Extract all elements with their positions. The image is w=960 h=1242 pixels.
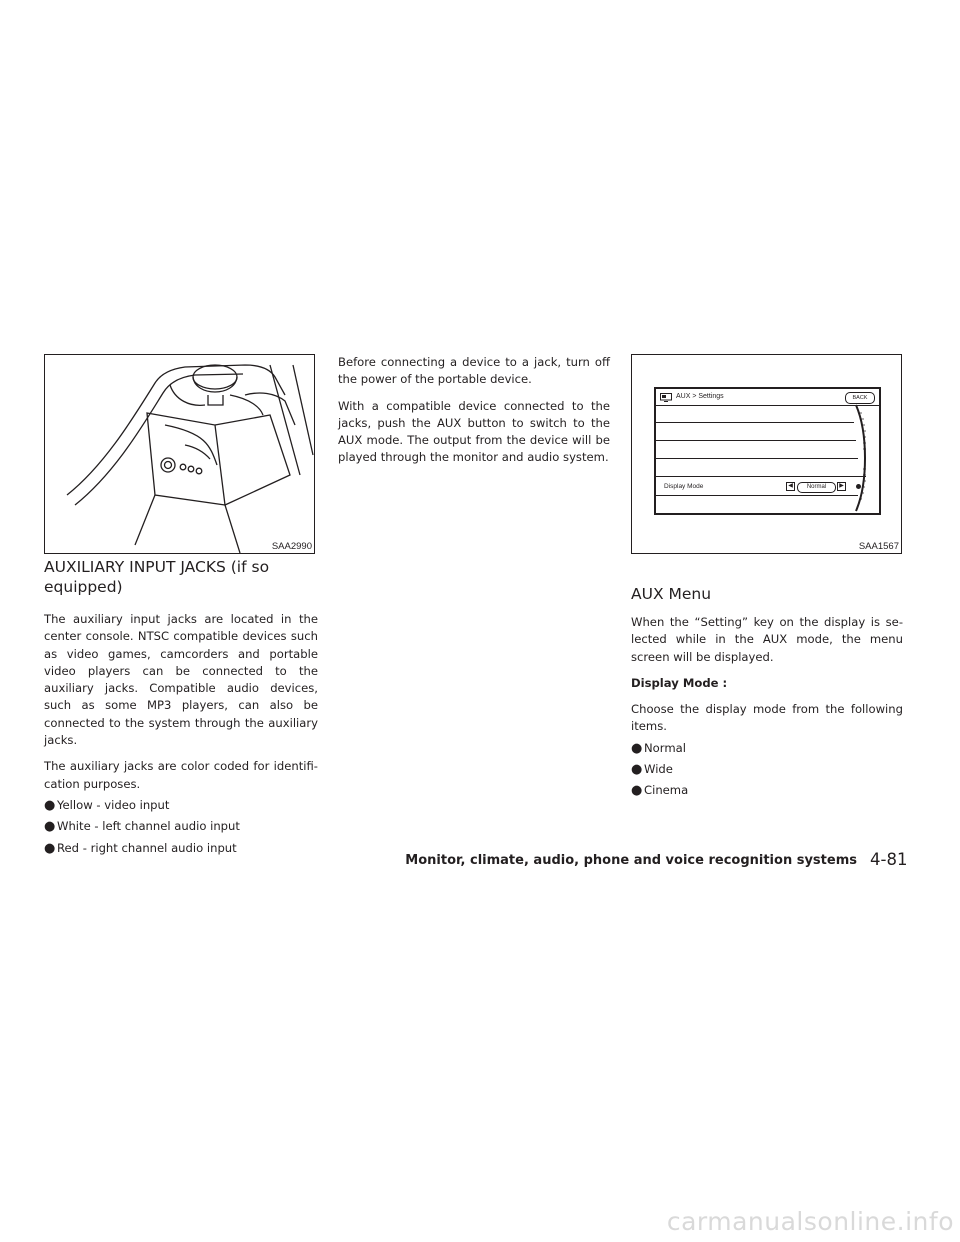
section-heading-aux-jacks: AUXILIARY INPUT JACKS (if so equipped)	[44, 558, 270, 596]
scroll-arc	[846, 403, 876, 513]
bullet-icon: ●	[631, 740, 643, 756]
paragraph: Before connecting a device to a jack, turn off the power of the portable device.	[338, 355, 610, 387]
list-item	[631, 740, 903, 757]
right-arrow-icon: ▶	[839, 483, 844, 489]
divider	[656, 458, 858, 459]
figure-code: SAA1567	[858, 541, 899, 552]
left-arrow-icon: ◀	[788, 483, 793, 489]
subheading-display-mode: Display Mode :	[631, 675, 728, 690]
display-mode-value[interactable]	[797, 482, 836, 493]
paragraph: The auxiliary jacks are color coded for identifi-cation purposes.	[44, 759, 318, 791]
console-figure	[44, 354, 315, 554]
list-item	[44, 840, 318, 857]
list-item	[631, 761, 903, 778]
bullet-icon: ●	[631, 783, 643, 799]
bullet-icon: ●	[44, 797, 56, 813]
paragraph: When the “Setting” key on the display is se-lected while in the AUX mode, the menu screen will be displayed.	[631, 615, 903, 664]
section-heading-aux-menu: AUX Menu	[631, 585, 712, 603]
aux-screen-figure	[631, 354, 902, 554]
bullet-icon: ●	[631, 762, 643, 778]
figure-code: SAA2990	[271, 541, 312, 552]
divider	[656, 495, 858, 496]
divider	[656, 422, 854, 423]
list-item-text: Wide	[644, 762, 673, 777]
screen-title: AUX > Settings	[676, 393, 724, 400]
display-screen	[654, 387, 881, 515]
back-label: BACK	[852, 395, 868, 401]
bullet-icon: ●	[44, 840, 56, 856]
paragraph: The auxiliary input jacks are located in the center console. NTSC compatible devices such as video games, camcorders and portable video players can be connected to the auxiliary jacks. Compatible audio devices, such as some MP3 players, can also be connected to the system through the auxiliary jacks.	[44, 612, 318, 748]
list-item	[631, 782, 903, 799]
console-illustration	[45, 355, 314, 553]
watermark: carmanualsonline.info	[666, 1207, 954, 1236]
next-arrow-button[interactable]	[837, 482, 846, 491]
prev-arrow-button[interactable]	[786, 482, 795, 491]
list-item-text: Yellow - video input	[57, 797, 170, 812]
list-item-text: Cinema	[644, 783, 689, 798]
display-mode-value-text: Normal	[806, 484, 827, 490]
list-item	[44, 797, 318, 814]
page-number: 4-81	[870, 850, 908, 869]
paragraph: With a compatible device connected to the jacks, push the AUX button to switch to the AUX mode. The output from the device will be played through the monitor and audio system.	[338, 398, 610, 465]
divider	[656, 440, 856, 441]
paragraph: Choose the display mode from the following items.	[631, 702, 903, 734]
monitor-icon	[660, 393, 672, 402]
list-item	[44, 818, 318, 835]
footer-section-title: Monitor, climate, audio, phone and voice recognition systems	[405, 853, 857, 868]
middle-column	[338, 354, 610, 467]
list-item-text: Red - right channel audio input	[57, 840, 237, 855]
display-mode-label: Display Mode	[664, 483, 704, 490]
list-item-text: Normal	[644, 740, 686, 755]
list-item-text: White - left channel audio input	[57, 819, 240, 834]
bullet-icon: ●	[44, 819, 56, 835]
left-column	[44, 557, 318, 857]
divider	[656, 476, 866, 477]
right-column	[631, 584, 903, 800]
